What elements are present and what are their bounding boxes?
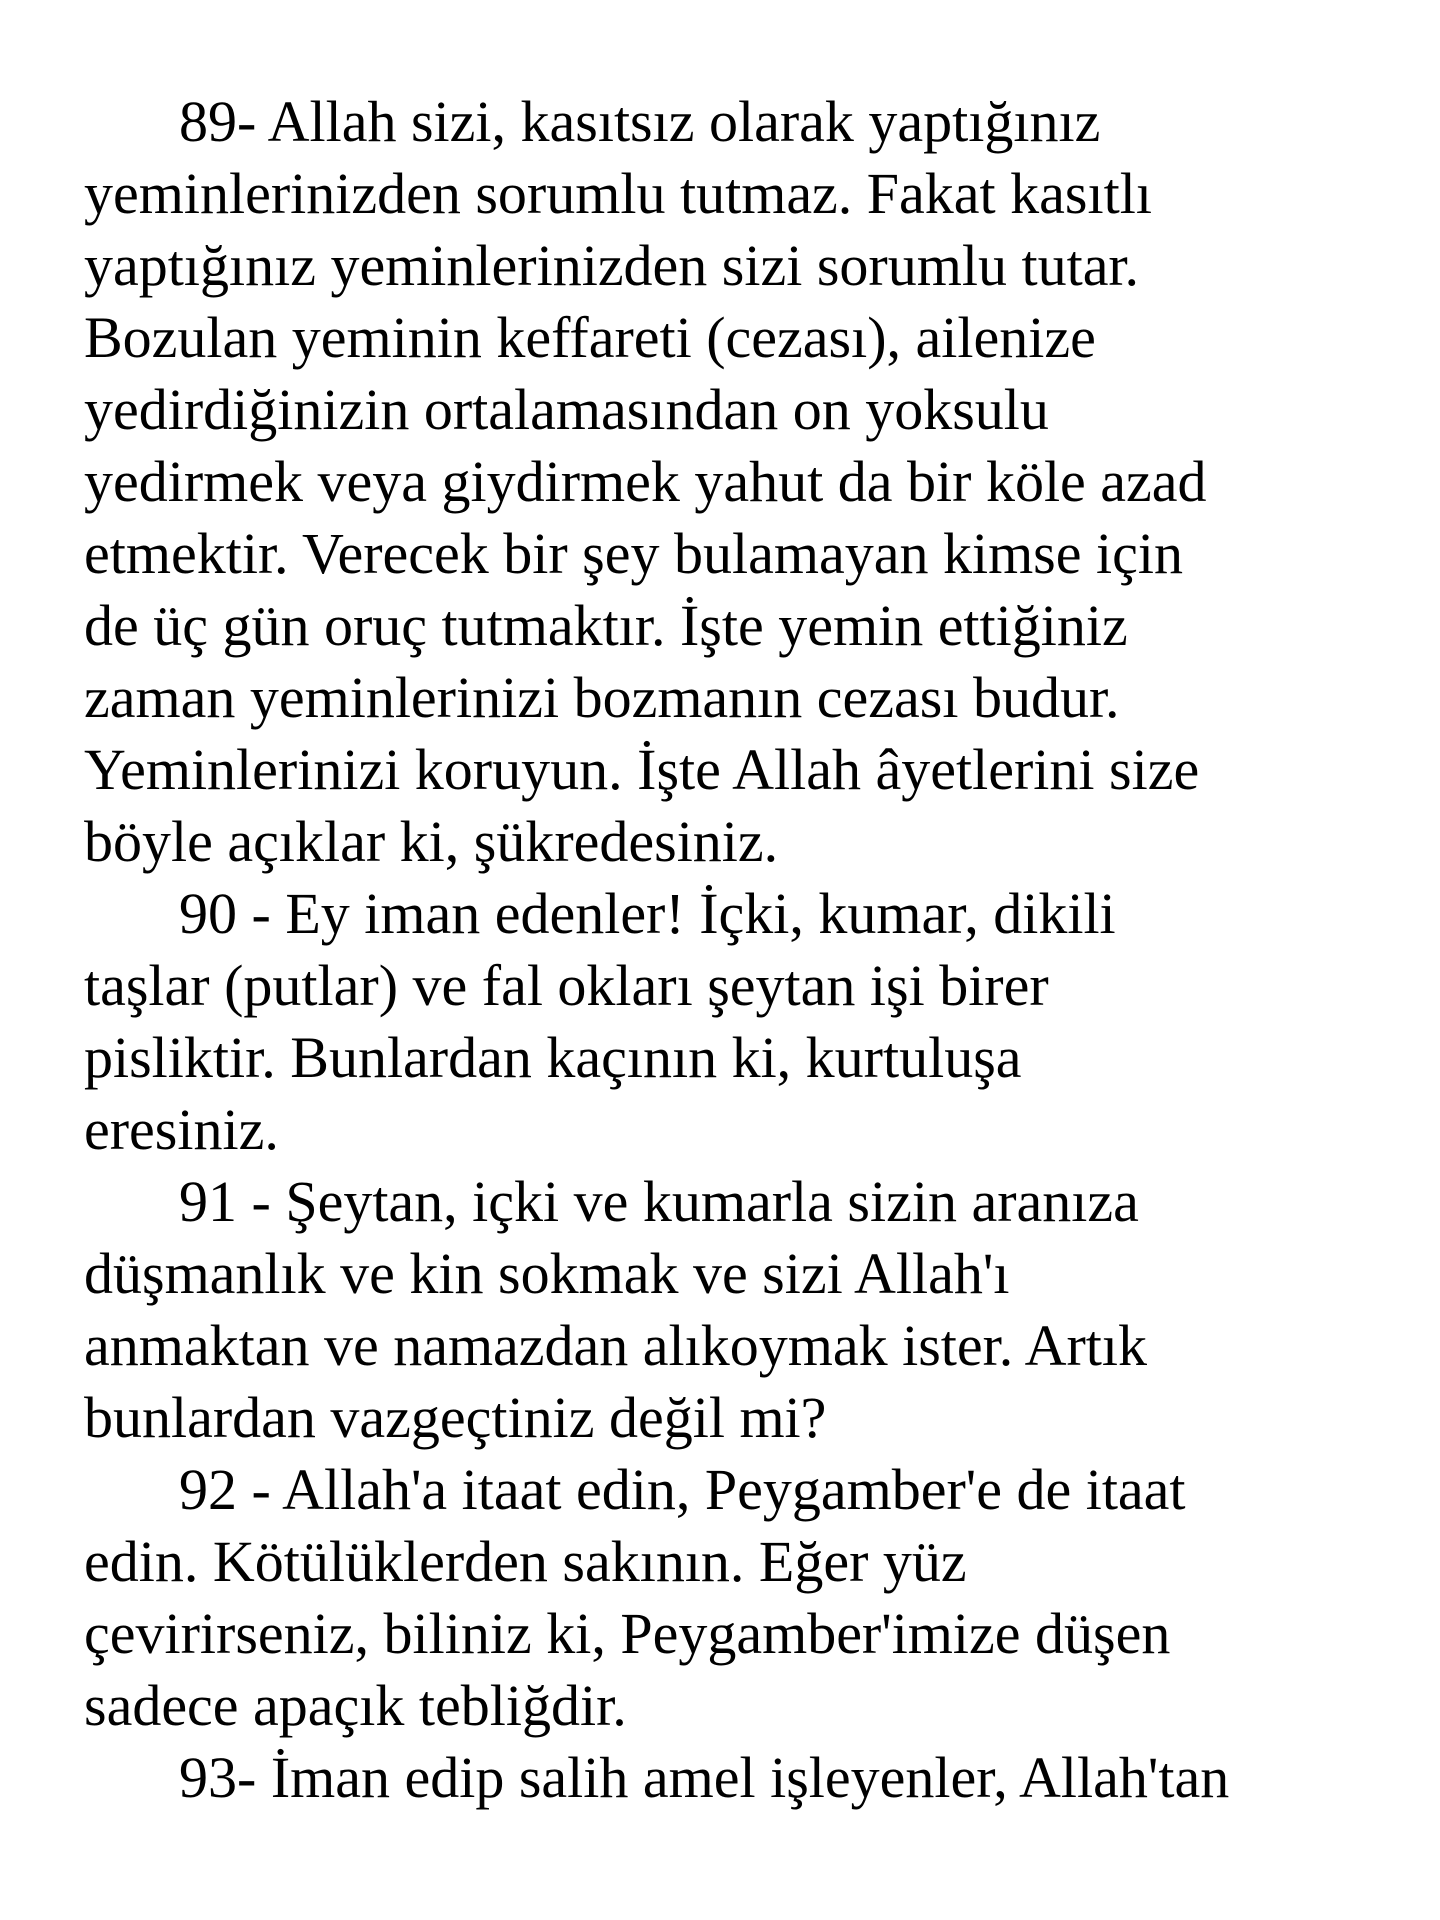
verse-line: yeminlerinizden sorumlu tutmaz. Fakat kasıtlı bbox=[84, 161, 1152, 226]
verse-line: 93- İman edip salih amel işleyenler, Allah'tan bbox=[179, 1745, 1230, 1810]
verse-line: taşlar (putlar) ve fal okları şeytan işi birer bbox=[84, 953, 1049, 1018]
verse-line: edin. Kötülüklerden sakının. Eğer yüz bbox=[84, 1529, 967, 1594]
verse-line: Bozulan yeminin keffareti (cezası), ailenize bbox=[84, 305, 1096, 370]
verse-line: eresiniz. bbox=[84, 1097, 279, 1162]
verse-93 bbox=[84, 1742, 1384, 1814]
verse-line: 90 - Ey iman edenler! İçki, kumar, dikili bbox=[179, 881, 1116, 946]
document-page bbox=[84, 86, 1384, 1814]
verse-line: 92 - Allah'a itaat edin, Peygamber'e de itaat bbox=[179, 1457, 1186, 1522]
verse-line: zaman yeminlerinizi bozmanın cezası budur. bbox=[84, 665, 1120, 730]
verse-line: yaptığınız yeminlerinizden sizi sorumlu tutar. bbox=[84, 233, 1140, 298]
verse-line: anmaktan ve namazdan alıkoymak ister. Artık bbox=[84, 1313, 1148, 1378]
verse-91 bbox=[84, 1166, 1384, 1454]
verse-line: sadece apaçık tebliğdir. bbox=[84, 1673, 627, 1738]
verse-line: de üç gün oruç tutmaktır. İşte yemin ettiğiniz bbox=[84, 593, 1128, 658]
verse-line: 91 - Şeytan, içki ve kumarla sizin aranıza bbox=[179, 1169, 1139, 1234]
verse-line: böyle açıklar ki, şükredesiniz. bbox=[84, 809, 779, 874]
verse-line: 89- Allah sizi, kasıtsız olarak yaptığınız bbox=[179, 89, 1101, 154]
verse-90 bbox=[84, 878, 1384, 1166]
verse-line: Yeminlerinizi koruyun. İşte Allah âyetlerini size bbox=[84, 737, 1200, 802]
verse-89 bbox=[84, 86, 1384, 878]
verse-line: bunlardan vazgeçtiniz değil mi? bbox=[84, 1385, 827, 1450]
verse-line: etmektir. Verecek bir şey bulamayan kimse için bbox=[84, 521, 1183, 586]
verse-line: yedirdiğinizin ortalamasından on yoksulu bbox=[84, 377, 1049, 442]
verse-line: yedirmek veya giydirmek yahut da bir köle azad bbox=[84, 449, 1207, 514]
verse-line: düşmanlık ve kin sokmak ve sizi Allah'ı bbox=[84, 1241, 1010, 1306]
verse-line: çevirirseniz, biliniz ki, Peygamber'imize düşen bbox=[84, 1601, 1171, 1666]
verse-92 bbox=[84, 1454, 1384, 1742]
verse-line: pisliktir. Bunlardan kaçının ki, kurtuluşa bbox=[84, 1025, 1022, 1090]
